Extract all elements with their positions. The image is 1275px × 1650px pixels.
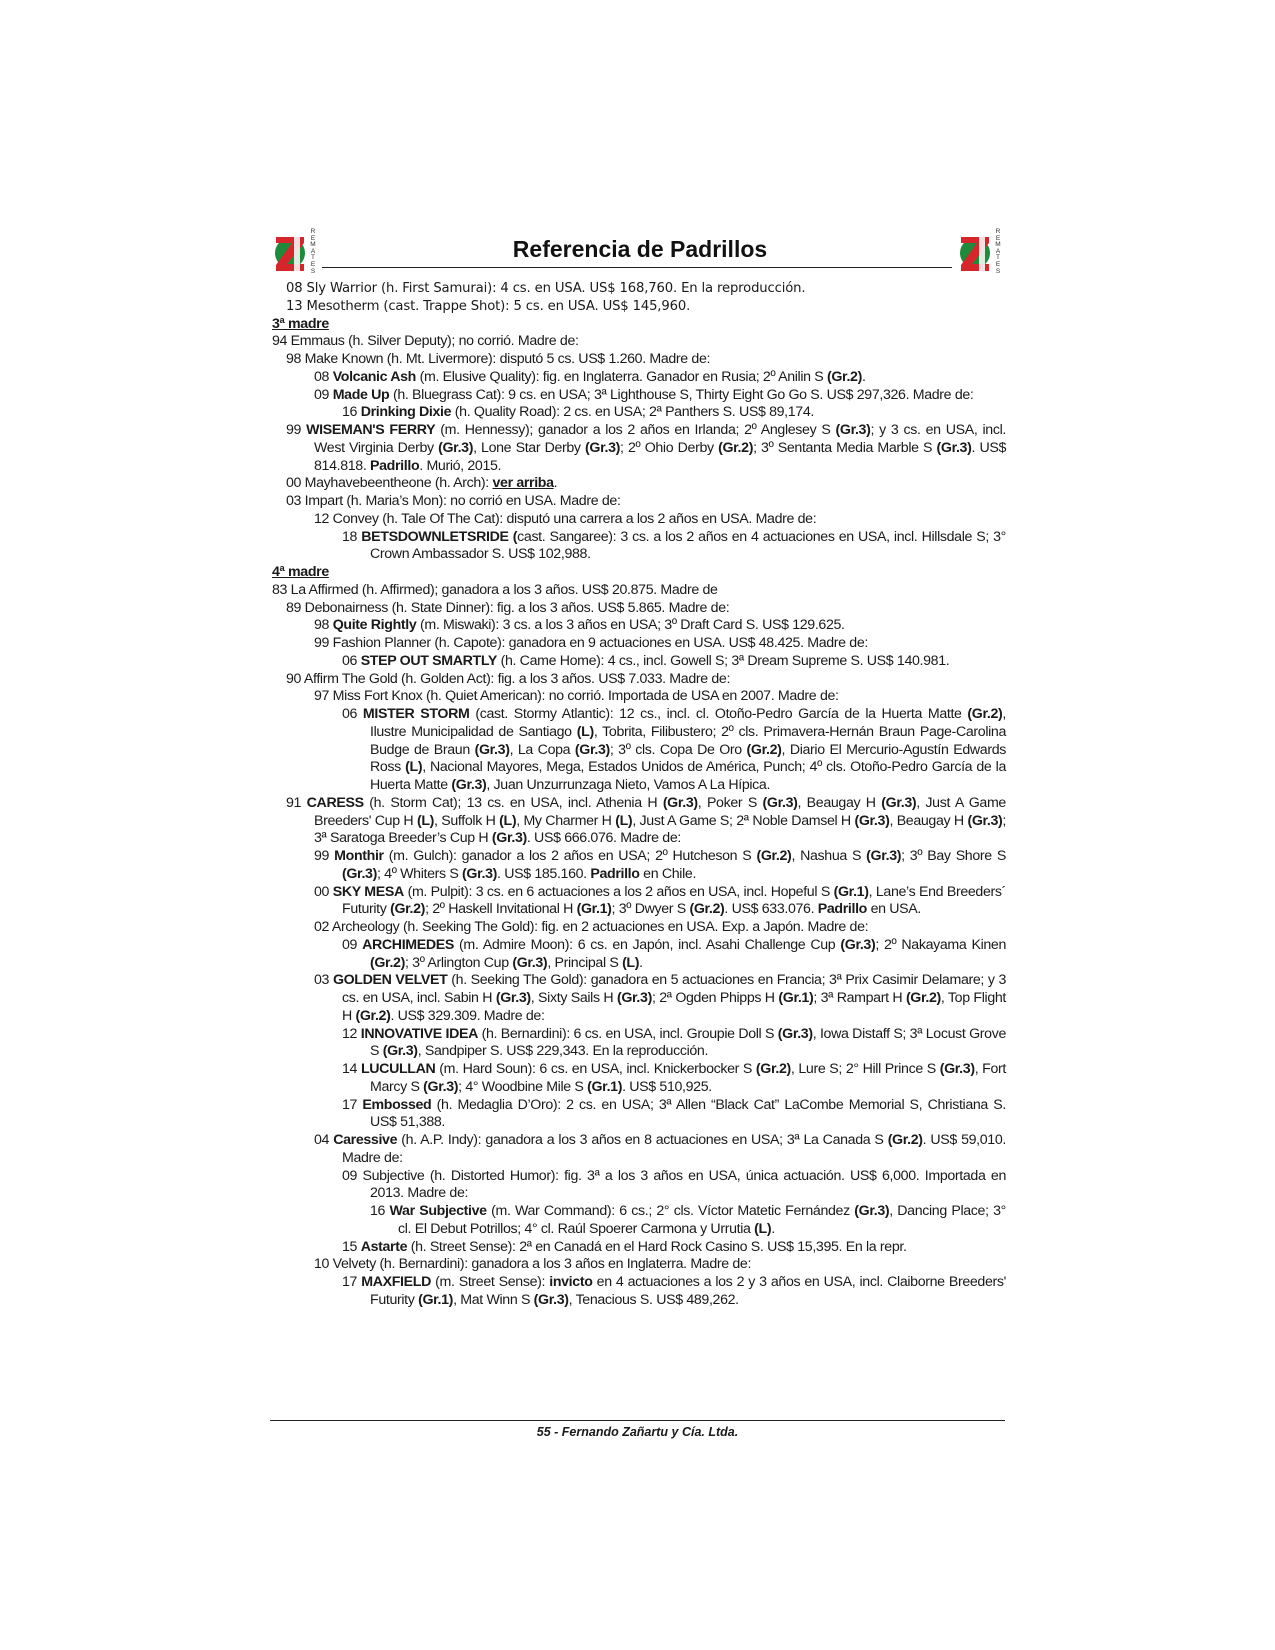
pedigree-entry: 99 Fashion Planner (h. Capote): ganadora en 9 actuaciones en USA. US$ 48.425. Madre de: (314, 635, 868, 651)
pedigree-entry: 09 Subjective (h. Distorted Humor): fig. 3ª a los 3 años en USA, única actuación. US$ 6,000. Importada en 2013. Madre de: (342, 1167, 1006, 1202)
pedigree-entry: 89 Debonairness (h. State Dinner): fig. a los 3 años. US$ 5.865. Madre de: (286, 599, 730, 616)
pedigree-entry: 18 BETSDOWNLETSRIDE (cast. Sangaree): 3 cs. a los 2 años en 4 actuaciones en USA, incl. Hillsdale S; 3° Crown Ambassador S. US$ 102,988. (342, 528, 1006, 563)
pedigree-entry: 00 Mayhavebeentheone (h. Arch): ver arriba. (286, 475, 558, 492)
title-underline (322, 267, 952, 268)
pedigree-entry: 99 WISEMAN'S FERRY (m. Hennessy); ganador a los 2 años en Irlanda; 2º Anglesey S (Gr.3); y 3 cs. en USA, incl. West Virginia Derby (Gr.3), Lone Star Derby (Gr.3); 2º Ohio Derby (Gr.2); 3º Sentanta Media Marble S (Gr.3). US$ 814.818. Padrillo. Murió, 2015. (286, 422, 1006, 474)
pedigree-entry: 91 CARESS (h. Storm Cat); 13 cs. en USA, incl. Athenia H (Gr.3), Poker S (Gr.3), Beaugay H (Gr.3), Just A Game Breeders' Cup H (L), Suffolk H (L), My Charmer H (L), Just A Game S; 2ª Noble Damsel H (Gr.3), Beaugay H (Gr.3); 3ª Saratoga Breeder’s Cup H (Gr.3). US$ 666.076. Madre de: (286, 794, 1007, 847)
pedigree-entry: 98 Quite Rightly (m. Miswaki): 3 cs. a los 3 años en USA; 3º Draft Card S. US$ 129.625. (314, 617, 845, 634)
pedigree-entry: 16 War Subjective (m. War Command): 6 cs.; 2° cls. Víctor Matetic Fernández (Gr.3), Dancing Place; 3° cl. El Debut Potrillos; 4° cl. Raúl Spoerer Carmona y Urrutia (L). (370, 1203, 1006, 1237)
page-footer: 55 - Fernando Zañartu y Cía. Ltda. (536, 1425, 739, 1439)
pedigree-entry: 94 Emmaus (h. Silver Deputy); no corrió. Madre de: (272, 333, 579, 350)
pedigree-entry: 02 Archeology (h. Seeking The Gold): fig. en 2 actuaciones en USA. Exp. a Japón. Madre de: (314, 919, 869, 935)
pedigree-entry: 97 Miss Fort Knox (h. Quiet American): no corrió. Importada de USA en 2007. Madre de: (314, 688, 839, 705)
pedigree-entry: 00 SKY MESA (m. Pulpit): 3 cs. en 6 actuaciones a los 2 años en USA, incl. Hopeful S (Gr.1), Lane’s End Breeders´ Futurity (Gr.2); 2º Haskell Invitational H (Gr.1); 3º Dwyer S (Gr.2). US$ 633.076. Padrillo en USA. (314, 883, 1006, 918)
pedigree-text (272, 280, 1006, 1310)
pedigree-entry: 13 Mesotherm (cast. Trappe Shot): 5 cs. en USA. US$ 145,960. (286, 298, 691, 314)
zr-remates-logo-left (270, 228, 320, 276)
pedigree-entry: 03 Impart (h. Maria’s Mon): no corrió en USA. Madre de: (286, 493, 621, 509)
page-title: Referencia de Padrillos (512, 236, 768, 262)
pedigree-entry: 17 MAXFIELD (m. Street Sense): invicto en 4 actuaciones a los 2 y 3 años en USA, incl. Claiborne Breeders' Futurity (Gr.1), Mat Winn S (Gr.3), Tenacious S. US$ 489,262. (342, 1274, 1006, 1308)
pedigree-entry: 04 Caressive (h. A.P. Indy): ganadora a los 3 años en 8 actuaciones en USA; 3ª La Canada S (Gr.2). US$ 59,010. Madre de: (314, 1132, 1006, 1166)
pedigree-entry: 17 Embossed (h. Medaglia D’Oro): 2 cs. en USA; 3ª Allen “Black Cat” LaCombe Memorial S, Christiana S. US$ 51,388. (342, 1096, 1006, 1131)
logo-remates-text: R E M A T E S (995, 228, 1001, 275)
logo-bar (294, 237, 300, 271)
logo-remates-text: R E M A T E S (310, 228, 316, 275)
pedigree-entry: 14 LUCULLAN (m. Hard Soun): 6 cs. en USA, incl. Knickerbocker S (Gr.2), Lure S; 2° Hill Prince S (Gr.3), Fort Marcy S (Gr.3); 4° Woodbine Mile S (Gr.1). US$ 510,925. (342, 1061, 1006, 1095)
pedigree-entry: 16 Drinking Dixie (h. Quality Road): 2 cs. en USA; 2ª Panthers S. US$ 89,174. (342, 404, 814, 421)
pedigree-entry: 10 Velvety (h. Bernardini): ganadora a los 3 años en Inglaterra. Madre de: (314, 1256, 752, 1273)
pedigree-entry: 83 La Affirmed (h. Affirmed); ganadora a los 3 años. US$ 20.875. Madre de (272, 581, 718, 598)
footer-rule (270, 1420, 1005, 1421)
pedigree-entry: 09 Made Up (h. Bluegrass Cat): 9 cs. en USA; 3ª Lighthouse S, Thirty Eight Go Go S. US$ 297,326. Madre de: (314, 386, 974, 403)
pedigree-entry: 98 Make Known (h. Mt. Livermore): disputó 5 cs. US$ 1.260. Madre de: (286, 351, 711, 367)
pedigree-entry: 06 MISTER STORM (cast. Stormy Atlantic): 12 cs., incl. cl. Otoño-Pedro García de la Huerta Matte (Gr.2), Ilustre Municipalidad de Santiago (L), Tobrita, Filibustero; 2º cls. Primavera-Hernán Braun Page-Carolina Budge de Braun (Gr.3), La Copa (Gr.3); 3º cls. Copa De Oro (Gr.2), Diario El Mercurio-Agustín Edwards Ross (L), Nacional Mayores, Mega, Estados Unidos de América, Punch; 4º cls. Otoño-Pedro García de la Huerta Matte (Gr.3), Juan Unzurrunzaga Nieto, Vamos A La Hípica. (342, 706, 1007, 793)
pedigree-entry: 4ª madre (272, 564, 329, 580)
pedigree-entry: 08 Volcanic Ash (m. Elusive Quality): fig. en Inglaterra. Ganador en Rusia; 2º Anilin S (Gr.2). (314, 368, 866, 385)
logo-bar (979, 237, 985, 271)
pedigree-entry: 03 GOLDEN VELVET (h. Seeking The Gold): ganadora en 5 actuaciones en Francia; 3ª Prix Casimir Delamare; y 3 cs. en USA, incl. Sabin H (Gr.3), Sixty Sails H (Gr.3); 2ª Ogden Phipps H (Gr.1); 3ª Rampart H (Gr.2), Top Flight H (Gr.2). US$ 329.309. Madre de: (314, 972, 1007, 1024)
pedigree-entry: 12 Convey (h. Tale Of The Cat): disputó una carrera a los 2 años en USA. Madre de: (314, 510, 817, 527)
page-header (270, 228, 1005, 276)
pedigree-entry: 08 Sly Warrior (h. First Samurai): 4 cs. en USA. US$ 168,760. En la reproducción. (286, 281, 806, 296)
pedigree-entry: 3ª madre (272, 315, 329, 332)
pedigree-entry: 06 STEP OUT SMARTLY (h. Came Home): 4 cs., incl. Gowell S; 3ª Dream Supreme S. US$ 140.981. (342, 652, 950, 669)
pedigree-entry: 15 Astarte (h. Street Sense): 2ª en Canadá en el Hard Rock Casino S. US$ 15,395. En la repr. (342, 1238, 907, 1255)
pedigree-entry: 99 Monthir (m. Gulch): ganador a los 2 años en USA; 2º Hutcheson S (Gr.2), Nashua S (Gr.3); 3º Bay Shore S (Gr.3); 4º Whiters S (Gr.3). US$ 185.160. Padrillo en Chile. (314, 848, 1006, 882)
zr-remates-logo-right (955, 228, 1005, 276)
pedigree-entry: 09 ARCHIMEDES (m. Admire Moon): 6 cs. en Japón, incl. Asahi Challenge Cup (Gr.3); 2º Nakayama Kinen (Gr.2); 3º Arlington Cup (Gr.3), Principal S (L). (342, 936, 1006, 971)
pedigree-entry: 12 INNOVATIVE IDEA (h. Bernardini): 6 cs. en USA, incl. Groupie Doll S (Gr.3), Iowa Distaff S; 3ª Locust Grove S (Gr.3), Sandpiper S. US$ 229,343. En la reproducción. (342, 1025, 1006, 1060)
pedigree-entry: 90 Affirm The Gold (h. Golden Act): fig. a los 3 años. US$ 7.033. Madre de: (286, 670, 731, 687)
